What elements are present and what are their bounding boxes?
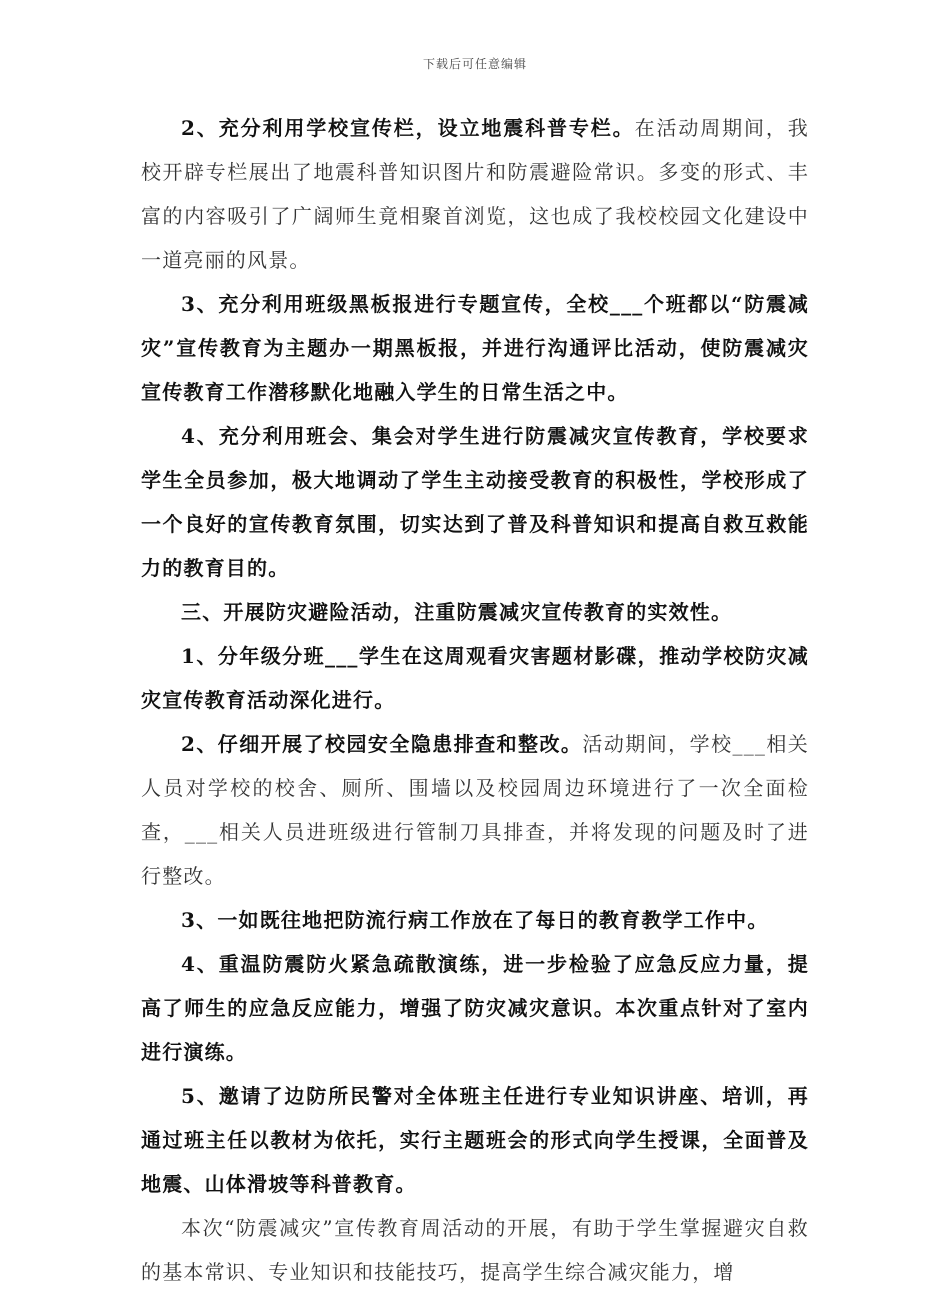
paragraph-text: 活动期间，学校___相关人员对学校的校舍、厕所、围墙以及校园周边环境进行了一次全面检查，___相关人员进班级进行管制刀具排查，并将发现的问题及时了进行整改。 bbox=[141, 732, 810, 888]
page-header-note: 下载后可任意编辑 bbox=[422, 57, 527, 71]
paragraph-text: 在活动周期间，我校开辟专栏展出了地震科普知识图片和防震避险常识。多变的形式、丰富的内容吸引了广阔师生竟相聚首浏览，这也成了我校校园文化建设中一道亮丽的风景。 bbox=[141, 116, 809, 272]
paragraph-heading: 4、重温防震防火紧急疏散演练，进一步检验了应急反应力量，提高了师生的应急反应能力，增强了防灾减灾意识。本次重点针对了室内进行演练。 bbox=[141, 952, 809, 1064]
paragraph-heading: 4、充分利用班会、集会对学生进行防震减灾宣传教育，学校要求学生全员参加，极大地调动了学生主动接受教育的积极性，学校形成了一个良好的宣传教育氛围，切实达到了普及科普知识和提高自救互救能力的教育目的。 bbox=[141, 424, 809, 580]
paragraph bbox=[141, 414, 809, 590]
paragraph-text: 本次“防震减灾”宣传教育周活动的开展，有助于学生掌握避灾自救的基本常识、专业知识和技能技巧，提高学生综合减灾能力，增 bbox=[141, 1216, 809, 1284]
paragraph bbox=[141, 282, 809, 414]
document-body bbox=[141, 106, 809, 1294]
paragraph-heading: 5、邀请了边防所民警对全体班主任进行专业知识讲座、培训，再通过班主任以教材为依托，实行主题班会的形式向学生授课，全面普及地震、山体滑坡等科普教育。 bbox=[141, 1084, 809, 1196]
paragraph-heading: 1、分年级分班___学生在这周观看灾害题材影碟，推动学校防灾减灾宣传教育活动深化进行。 bbox=[141, 644, 809, 712]
paragraph-heading: 2、仔细开展了校园安全隐患排查和整改。 bbox=[181, 732, 583, 756]
paragraph bbox=[141, 722, 809, 898]
paragraph bbox=[141, 942, 809, 1074]
paragraph-heading: 3、充分利用班级黑板报进行专题宣传，全校___个班都以“防震减灾”宣传教育为主题办一期黑板报，并进行沟通评比活动，使防震减灾宣传教育工作潜移默化地融入学生的日常生活之中。 bbox=[141, 292, 809, 404]
paragraph bbox=[141, 898, 809, 942]
paragraph-heading: 三、开展防灾避险活动，注重防震减灾宣传教育的实效性。 bbox=[181, 600, 733, 624]
paragraph bbox=[141, 106, 809, 282]
paragraph-heading: 2、充分利用学校宣传栏，设立地震科普专栏。 bbox=[181, 116, 635, 140]
section-heading bbox=[141, 590, 809, 634]
paragraph bbox=[141, 1206, 809, 1294]
paragraph bbox=[141, 1074, 809, 1206]
paragraph-heading: 3、一如既往地把防流行病工作放在了每日的教育教学工作中。 bbox=[181, 908, 769, 932]
paragraph bbox=[141, 634, 809, 722]
